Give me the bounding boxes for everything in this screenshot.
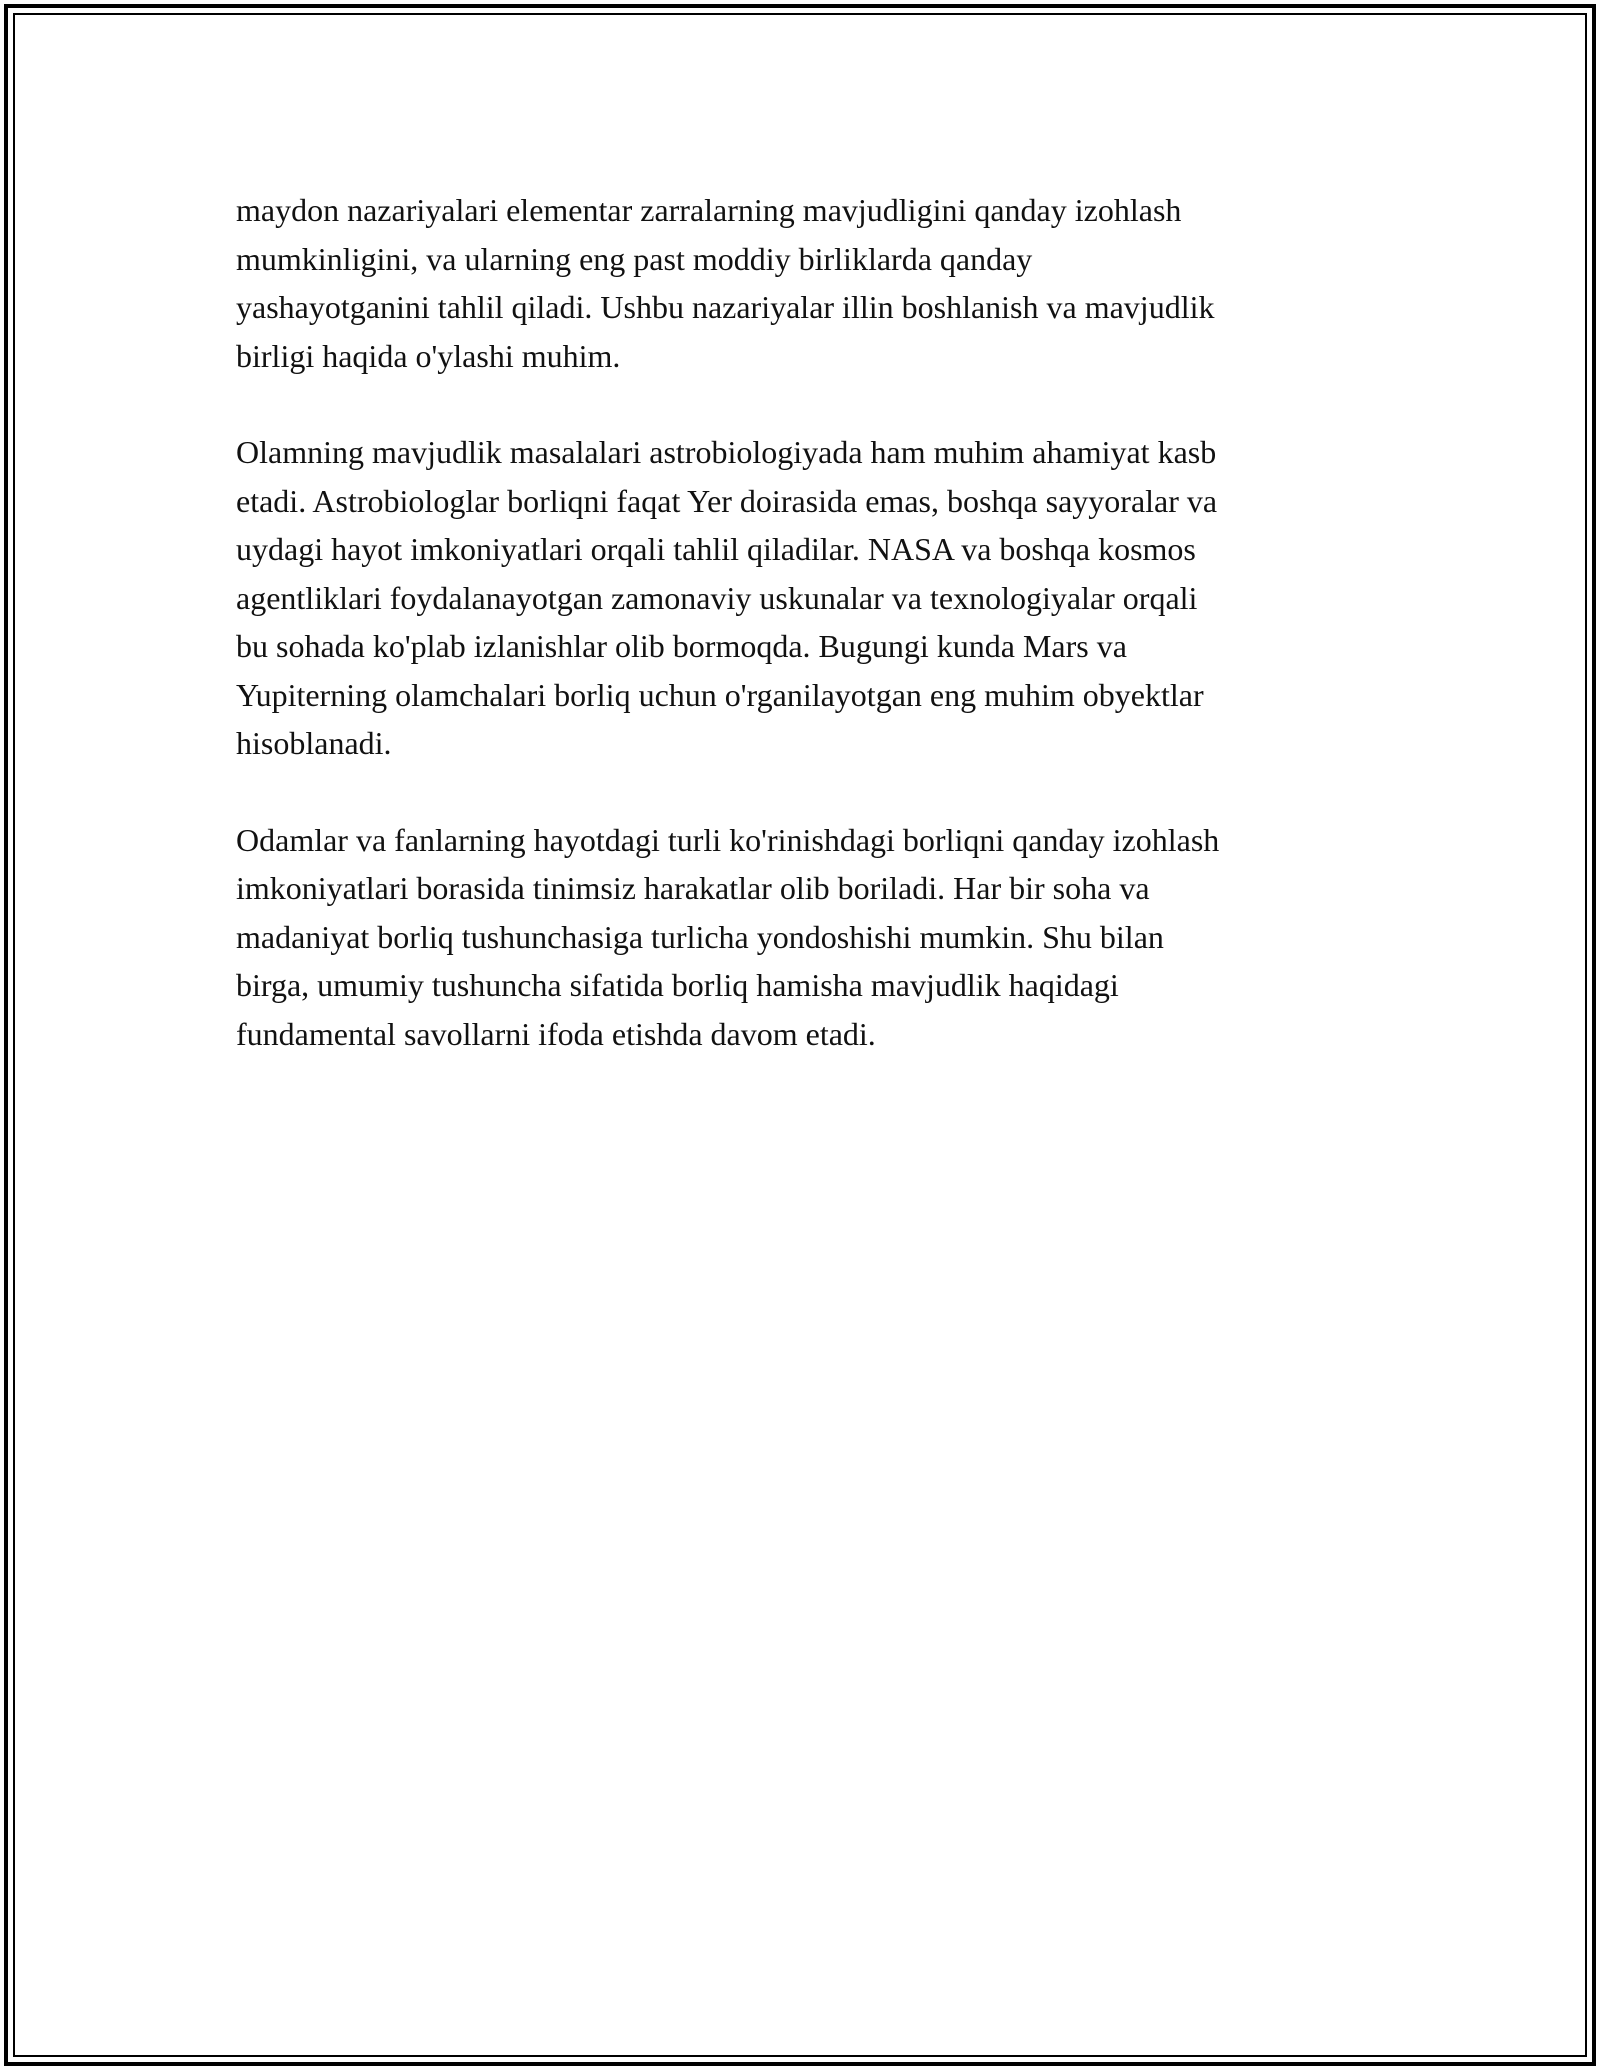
paragraph-2-line-2: etadi. Astrobiologlar borliqni faqat Yer doirasida emas, boshqa sayyoralar va	[236, 482, 1218, 519]
document-body	[236, 186, 1396, 1106]
paragraph-1-line-1: maydon nazariyalari elementar zarralarning mavjudligini qanday izohlash	[236, 192, 1182, 228]
paragraph-2	[236, 428, 1396, 768]
paragraph-1-line-2: mumkinligini, va ularning eng past moddiy birliklarda qanday	[236, 240, 1033, 277]
paragraph-1	[236, 186, 1396, 380]
paragraph-3-line-3: madaniyat borliq tushunchasiga turlicha yondoshishi mumkin. Shu bilan	[236, 918, 1164, 955]
paragraph-3-line-4: birga, umumiy tushuncha sifatida borliq hamisha mavjudlik haqidagi	[236, 967, 1119, 1003]
paragraph-2-line-7: hisoblanadi.	[236, 725, 392, 761]
paragraph-2-line-3: uydagi hayot imkoniyatlari orqali tahlil qiladilar. NASA va boshqa kosmos	[236, 531, 1196, 567]
paragraph-3	[236, 816, 1396, 1059]
paragraph-2-line-6: Yupiterning olamchalari borliq uchun o'rganilayotgan eng muhim obyektlar	[236, 676, 1204, 713]
paragraph-2-line-4: agentliklari foydalanayotgan zamonaviy uskunalar va texnologiyalar orqali	[236, 579, 1198, 616]
paragraph-3-line-2: imkoniyatlari borasida tinimsiz harakatlar olib boriladi. Har bir soha va	[236, 870, 1150, 906]
paragraph-3-line-1: Odamlar va fanlarning hayotdagi turli ko'rinishdagi borliqni qanday izohlash	[236, 821, 1220, 858]
paragraph-3-line-5: fundamental savollarni ifoda etishda davom etadi.	[236, 1015, 876, 1052]
paragraph-2-line-5: bu sohada ko'plab izlanishlar olib bormoqda. Bugungi kunda Mars va	[236, 628, 1127, 664]
paragraph-1-line-4: birligi haqida o'ylashi muhim.	[236, 337, 621, 374]
paragraph-1-line-3: yashayotganini tahlil qiladi. Ushbu nazariyalar illin boshlanish va mavjudlik	[236, 289, 1215, 325]
paragraph-2-line-1: Olamning mavjudlik masalalari astrobiologiyada ham muhim ahamiyat kasb	[236, 434, 1217, 470]
